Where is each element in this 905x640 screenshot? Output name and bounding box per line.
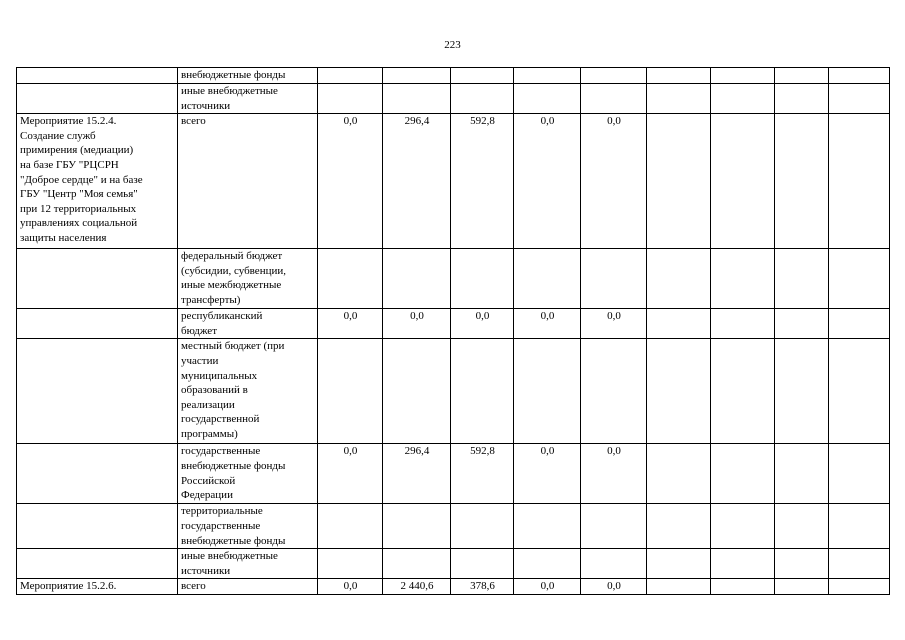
- amount-cell: 0,0: [581, 309, 647, 339]
- amount-cell: [775, 579, 829, 595]
- table-row: [17, 339, 890, 444]
- amount-cell: [829, 114, 890, 249]
- amount-cell: 0,0: [514, 444, 581, 504]
- amount-cell: [829, 249, 890, 309]
- table-row: [17, 84, 890, 114]
- table-row: [17, 579, 890, 595]
- amount-cell: [829, 68, 890, 84]
- amount-cell: [318, 504, 383, 549]
- amount-cell: [647, 114, 711, 249]
- amount-cell: 0,0: [514, 579, 581, 595]
- funding-source-cell: внебюджетные фонды: [178, 68, 318, 84]
- amount-cell: [775, 114, 829, 249]
- measure-cell: [17, 68, 178, 84]
- table-row: [17, 114, 890, 249]
- amount-cell: 0,0: [514, 309, 581, 339]
- table-row: [17, 309, 890, 339]
- amount-cell: [711, 249, 775, 309]
- amount-cell: 0,0: [581, 444, 647, 504]
- measure-cell: [17, 309, 178, 339]
- amount-cell: [775, 339, 829, 444]
- amount-cell: [647, 249, 711, 309]
- amount-cell: [829, 339, 890, 444]
- amount-cell: [775, 504, 829, 549]
- amount-cell: [318, 249, 383, 309]
- funding-source-cell: местный бюджет (при участии муниципальных образований в реализации государственной программы): [178, 339, 318, 444]
- amount-cell: [711, 68, 775, 84]
- amount-cell: [711, 549, 775, 579]
- amount-cell: [581, 249, 647, 309]
- amount-cell: [383, 249, 451, 309]
- amount-cell: 0,0: [318, 579, 383, 595]
- funding-source-cell: государственные внебюджетные фонды Российской Федерации: [178, 444, 318, 504]
- table-row: [17, 549, 890, 579]
- budget-table: [16, 67, 890, 595]
- amount-cell: [829, 444, 890, 504]
- funding-source-cell: иные внебюджетные источники: [178, 549, 318, 579]
- amount-cell: [514, 249, 581, 309]
- amount-cell: [775, 68, 829, 84]
- measure-cell: [17, 339, 178, 444]
- funding-source-cell: федеральный бюджет (субсидии, субвенции, иные межбюджетные трансферты): [178, 249, 318, 309]
- table-row: [17, 444, 890, 504]
- amount-cell: [829, 579, 890, 595]
- amount-cell: [775, 309, 829, 339]
- measure-cell: [17, 549, 178, 579]
- amount-cell: [581, 84, 647, 114]
- amount-cell: [829, 504, 890, 549]
- amount-cell: [647, 579, 711, 595]
- amount-cell: [647, 309, 711, 339]
- amount-cell: [775, 84, 829, 114]
- amount-cell: [383, 68, 451, 84]
- amount-cell: [383, 339, 451, 444]
- amount-cell: [514, 339, 581, 444]
- amount-cell: [514, 504, 581, 549]
- amount-cell: [581, 339, 647, 444]
- measure-cell: [17, 504, 178, 549]
- amount-cell: [829, 84, 890, 114]
- amount-cell: 296,4: [383, 114, 451, 249]
- amount-cell: 592,8: [451, 114, 514, 249]
- amount-cell: [647, 549, 711, 579]
- amount-cell: [711, 339, 775, 444]
- amount-cell: [383, 504, 451, 549]
- table-row: [17, 504, 890, 549]
- amount-cell: [451, 249, 514, 309]
- amount-cell: 0,0: [383, 309, 451, 339]
- amount-cell: 378,6: [451, 579, 514, 595]
- funding-source-cell: всего: [178, 579, 318, 595]
- amount-cell: [711, 309, 775, 339]
- measure-cell: [17, 249, 178, 309]
- amount-cell: [318, 339, 383, 444]
- measure-cell: Мероприятие 15.2.6.: [17, 579, 178, 595]
- amount-cell: [383, 84, 451, 114]
- amount-cell: [711, 444, 775, 504]
- amount-cell: 0,0: [318, 444, 383, 504]
- amount-cell: [647, 339, 711, 444]
- amount-cell: [514, 68, 581, 84]
- amount-cell: 2 440,6: [383, 579, 451, 595]
- amount-cell: [581, 549, 647, 579]
- amount-cell: 0,0: [581, 579, 647, 595]
- amount-cell: 0,0: [581, 114, 647, 249]
- amount-cell: [829, 309, 890, 339]
- amount-cell: [514, 549, 581, 579]
- amount-cell: 592,8: [451, 444, 514, 504]
- table-row: [17, 249, 890, 309]
- amount-cell: [451, 68, 514, 84]
- amount-cell: [711, 114, 775, 249]
- amount-cell: [581, 504, 647, 549]
- amount-cell: [647, 504, 711, 549]
- funding-source-cell: республиканский бюджет: [178, 309, 318, 339]
- amount-cell: 0,0: [318, 309, 383, 339]
- amount-cell: [451, 504, 514, 549]
- amount-cell: [647, 444, 711, 504]
- amount-cell: 0,0: [451, 309, 514, 339]
- amount-cell: 0,0: [318, 114, 383, 249]
- amount-cell: [451, 549, 514, 579]
- amount-cell: [711, 84, 775, 114]
- measure-cell: [17, 444, 178, 504]
- amount-cell: [514, 84, 581, 114]
- amount-cell: [711, 579, 775, 595]
- funding-source-cell: всего: [178, 114, 318, 249]
- amount-cell: [318, 549, 383, 579]
- measure-cell: Мероприятие 15.2.4. Создание служб примирения (медиации) на базе ГБУ "РЦСРН "Доброе сердце" и на базе ГБУ "Центр "Моя семья" при 12 территориальных управлениях социальной защиты населения: [17, 114, 178, 249]
- amount-cell: [829, 549, 890, 579]
- amount-cell: [383, 549, 451, 579]
- funding-source-cell: территориальные государственные внебюджетные фонды: [178, 504, 318, 549]
- amount-cell: [451, 84, 514, 114]
- amount-cell: 0,0: [514, 114, 581, 249]
- amount-cell: [775, 549, 829, 579]
- page-number: 223: [444, 39, 461, 51]
- amount-cell: [451, 339, 514, 444]
- amount-cell: [711, 504, 775, 549]
- funding-source-cell: иные внебюджетные источники: [178, 84, 318, 114]
- amount-cell: [647, 84, 711, 114]
- table-body: [17, 68, 890, 595]
- amount-cell: [581, 68, 647, 84]
- amount-cell: [775, 444, 829, 504]
- amount-cell: [318, 68, 383, 84]
- measure-cell: [17, 84, 178, 114]
- amount-cell: 296,4: [383, 444, 451, 504]
- amount-cell: [318, 84, 383, 114]
- amount-cell: [775, 249, 829, 309]
- table-row: [17, 68, 890, 84]
- amount-cell: [647, 68, 711, 84]
